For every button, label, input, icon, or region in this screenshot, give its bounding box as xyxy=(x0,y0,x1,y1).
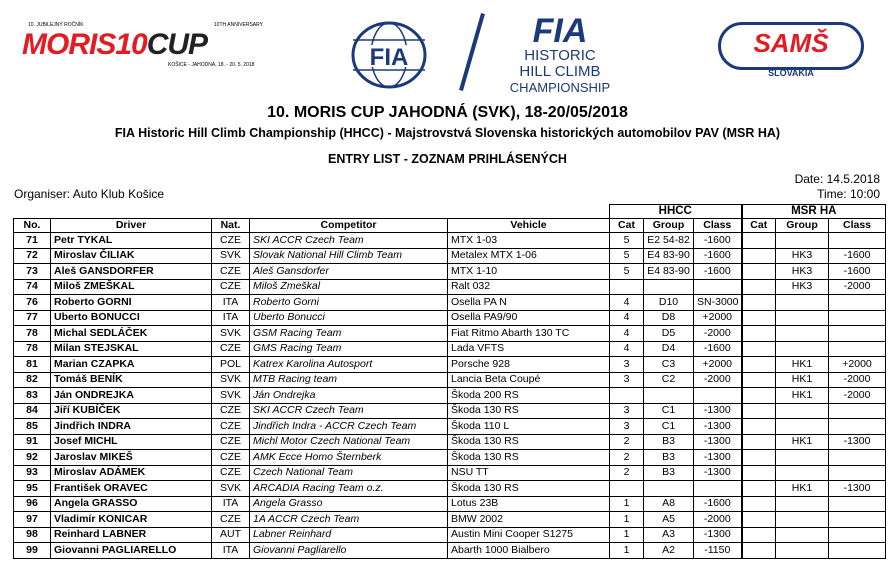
competitor: SKI ACCR Czech Team xyxy=(250,233,448,249)
msr-class: -2000 xyxy=(829,388,886,404)
col-hhcc-class: Class xyxy=(694,219,742,233)
vehicle: Osella PA9/90 xyxy=(448,310,610,326)
moris-brand-num: 10 xyxy=(115,28,147,61)
logo-divider xyxy=(459,13,485,91)
table-row xyxy=(14,248,886,264)
table-row xyxy=(14,419,886,435)
competitor: SKI ACCR Czech Team xyxy=(250,403,448,419)
hhcc-cat: 1 xyxy=(610,496,644,512)
vehicle: BMW 2002 xyxy=(448,512,610,528)
msr-group xyxy=(776,310,829,326)
vehicle: Škoda 110 L xyxy=(448,419,610,435)
driver-name: Miroslav ČILIAK xyxy=(51,248,212,264)
msr-group: HK1 xyxy=(776,434,829,450)
col-nat: Nat. xyxy=(212,219,250,233)
entry-number: 98 xyxy=(14,527,51,543)
hhcc-group: D5 xyxy=(644,326,694,342)
hhcc-cat xyxy=(610,388,644,404)
nationality: SVK xyxy=(212,388,250,404)
table-row xyxy=(14,527,886,543)
driver-name: Michal SEDLÁČEK xyxy=(51,326,212,342)
table-row xyxy=(14,512,886,528)
msr-class xyxy=(829,310,886,326)
competitor: Slovak National Hill Climb Team xyxy=(250,248,448,264)
hhcc-class: -1600 xyxy=(694,264,742,280)
hhcc-group: C2 xyxy=(644,372,694,388)
entry-list-title: ENTRY LIST - ZOZNAM PRIHLÁSENÝCH xyxy=(328,152,567,166)
vehicle: Lancia Beta Coupé xyxy=(448,372,610,388)
hhcc-class: -1300 xyxy=(694,403,742,419)
hhcc-class: -2000 xyxy=(694,326,742,342)
driver-name: Jindřich INDRA xyxy=(51,419,212,435)
entry-number: 99 xyxy=(14,543,51,559)
msr-cat xyxy=(742,357,776,373)
nationality: ITA xyxy=(212,496,250,512)
msr-group: HK1 xyxy=(776,357,829,373)
competitor: Aleš Gansdorfer xyxy=(250,264,448,280)
vehicle: Fiat Ritmo Abarth 130 TC xyxy=(448,326,610,342)
table-row xyxy=(14,326,886,342)
entry-number: 73 xyxy=(14,264,51,280)
hhcc-group: D10 xyxy=(644,295,694,311)
msr-cat xyxy=(742,341,776,357)
nationality: CZE xyxy=(212,341,250,357)
driver-name: Petr TYKAL xyxy=(51,233,212,249)
msr-cat xyxy=(742,310,776,326)
entry-number: 95 xyxy=(14,481,51,497)
moris-brand xyxy=(22,30,207,60)
hhcc-cat: 3 xyxy=(610,357,644,373)
nationality: CZE xyxy=(212,450,250,466)
fia-text: FIA xyxy=(369,44,409,71)
nationality: CZE xyxy=(212,419,250,435)
col-hhcc-group: Group xyxy=(644,219,694,233)
hhcc-group xyxy=(644,481,694,497)
group-hhcc: HHCC xyxy=(610,205,742,219)
nationality: ITA xyxy=(212,295,250,311)
entry-number: 97 xyxy=(14,512,51,528)
msr-cat xyxy=(742,326,776,342)
nationality: CZE xyxy=(212,279,250,295)
hhcc-class: -2000 xyxy=(694,372,742,388)
table-row xyxy=(14,450,886,466)
msr-group xyxy=(776,527,829,543)
nationality: SVK xyxy=(212,372,250,388)
msr-group xyxy=(776,233,829,249)
nationality: CZE xyxy=(212,264,250,280)
msr-class: -1600 xyxy=(829,248,886,264)
col-no: No. xyxy=(14,219,51,233)
nationality: ITA xyxy=(212,543,250,559)
hhcc-class: +2000 xyxy=(694,310,742,326)
hhcc-cat: 5 xyxy=(610,233,644,249)
entry-number: 82 xyxy=(14,372,51,388)
msr-class xyxy=(829,295,886,311)
driver-name: Jiří KUBÍČEK xyxy=(51,403,212,419)
hhcc-group: B3 xyxy=(644,450,694,466)
msr-cat xyxy=(742,248,776,264)
entry-number: 93 xyxy=(14,465,51,481)
hhcc-cat: 2 xyxy=(610,434,644,450)
hhcc-cat: 4 xyxy=(610,310,644,326)
driver-name: Jaroslav MIKEŠ xyxy=(51,450,212,466)
hhcc-class: SN-3000 xyxy=(694,295,742,311)
msr-cat xyxy=(742,434,776,450)
hhcc-class: -1300 xyxy=(694,465,742,481)
msr-group xyxy=(776,341,829,357)
hhcc-cat: 2 xyxy=(610,450,644,466)
entry-number: 72 xyxy=(14,248,51,264)
msr-group xyxy=(776,450,829,466)
msr-class xyxy=(829,512,886,528)
msr-group xyxy=(776,419,829,435)
hhcc-cat: 3 xyxy=(610,372,644,388)
fia-globe-logo xyxy=(350,20,428,90)
hhcc-cat: 2 xyxy=(610,465,644,481)
driver-name: Miloš ZMEŠKAL xyxy=(51,279,212,295)
table-row xyxy=(14,372,886,388)
hhcc-class: -2000 xyxy=(694,512,742,528)
hhcc-group: E2 54-82 xyxy=(644,233,694,249)
competitor: GSM Racing Team xyxy=(250,326,448,342)
competitor: AMK Ecce Homo Šternberk xyxy=(250,450,448,466)
driver-name: Giovanni PAGLIARELLO xyxy=(51,543,212,559)
moris-anniversary-left: 10. JUBILEJNÝ ROČNÍK xyxy=(28,22,84,28)
sams-logo xyxy=(718,22,864,80)
moris-brand-red: MORIS xyxy=(22,28,116,61)
msr-class xyxy=(829,496,886,512)
competitor: ARCADIA Racing Team o.z. xyxy=(250,481,448,497)
hhcc-class: -1150 xyxy=(694,543,742,559)
driver-name: Marian CZAPKA xyxy=(51,357,212,373)
competitor: Giovanni Pagliarello xyxy=(250,543,448,559)
msr-class xyxy=(829,419,886,435)
hhcc-class: -1600 xyxy=(694,341,742,357)
msr-class xyxy=(829,465,886,481)
driver-name: Milan STEJSKAL xyxy=(51,341,212,357)
table-row xyxy=(14,496,886,512)
msr-cat xyxy=(742,419,776,435)
msr-group xyxy=(776,496,829,512)
entry-list-table xyxy=(13,204,886,559)
driver-name: Roberto GORNI xyxy=(51,295,212,311)
msr-cat xyxy=(742,465,776,481)
hhc-fia-text: FIA xyxy=(532,12,588,50)
hhcc-class xyxy=(694,388,742,404)
driver-name: Josef MICHL xyxy=(51,434,212,450)
msr-cat xyxy=(742,403,776,419)
group-header-spacer xyxy=(14,205,610,219)
moris-date: KOŠICE - JAHODNÁ, 18. - 20. 5. 2018 xyxy=(168,62,255,68)
vehicle: Lotus 23B xyxy=(448,496,610,512)
hhcc-group: B3 xyxy=(644,434,694,450)
msr-class: +2000 xyxy=(829,357,886,373)
hhcc-cat: 3 xyxy=(610,403,644,419)
entry-number: 85 xyxy=(14,419,51,435)
msr-class xyxy=(829,543,886,559)
hhc-line-3: CHAMPIONSHIP xyxy=(509,80,611,95)
entry-number: 91 xyxy=(14,434,51,450)
msr-cat xyxy=(742,279,776,295)
competitor: Michl Motor Czech National Team xyxy=(250,434,448,450)
hhcc-class xyxy=(694,279,742,295)
msr-cat xyxy=(742,388,776,404)
vehicle: NSU TT xyxy=(448,465,610,481)
vehicle: Metalex MTX 1-06 xyxy=(448,248,610,264)
vehicle: MTX 1-03 xyxy=(448,233,610,249)
competitor: Labner Reinhard xyxy=(250,527,448,543)
vehicle: MTX 1-10 xyxy=(448,264,610,280)
entry-number: 71 xyxy=(14,233,51,249)
msr-cat xyxy=(742,450,776,466)
msr-class: -1600 xyxy=(829,264,886,280)
driver-name: Angela GRASSO xyxy=(51,496,212,512)
hhcc-cat: 4 xyxy=(610,326,644,342)
entry-number: 78 xyxy=(14,326,51,342)
competitor: Katrex Karolina Autosport xyxy=(250,357,448,373)
msr-class xyxy=(829,341,886,357)
hhcc-class: -1300 xyxy=(694,450,742,466)
nationality: CZE xyxy=(212,465,250,481)
table-row xyxy=(14,481,886,497)
vehicle: Ralt 032 xyxy=(448,279,610,295)
table-row xyxy=(14,310,886,326)
entry-rows xyxy=(14,233,886,559)
table-row xyxy=(14,357,886,373)
table-row xyxy=(14,403,886,419)
msr-group xyxy=(776,465,829,481)
sams-subtitle: SLOVAKIA xyxy=(768,68,814,78)
hhcc-cat: 1 xyxy=(610,543,644,559)
entry-number: 81 xyxy=(14,357,51,373)
msr-cat xyxy=(742,496,776,512)
moris-anniversary-right: 10TH ANNIVERSARY xyxy=(213,22,263,28)
hhcc-cat: 4 xyxy=(610,341,644,357)
hhcc-class: +2000 xyxy=(694,357,742,373)
msr-class xyxy=(829,527,886,543)
hhcc-cat: 1 xyxy=(610,527,644,543)
competitor: Roberto Gorni xyxy=(250,295,448,311)
hhcc-group: C1 xyxy=(644,403,694,419)
hhcc-class: -1300 xyxy=(694,419,742,435)
entry-number: 76 xyxy=(14,295,51,311)
hhcc-group xyxy=(644,279,694,295)
hhcc-group: A3 xyxy=(644,527,694,543)
col-msr-group: Group xyxy=(776,219,829,233)
nationality: CZE xyxy=(212,403,250,419)
msr-group: HK1 xyxy=(776,481,829,497)
msr-class xyxy=(829,450,886,466)
msr-cat xyxy=(742,372,776,388)
hhcc-group: B3 xyxy=(644,465,694,481)
msr-cat xyxy=(742,543,776,559)
driver-name: Uberto BONUCCI xyxy=(51,310,212,326)
group-header-row xyxy=(14,205,886,219)
msr-cat xyxy=(742,233,776,249)
document-time: Time: 10:00 xyxy=(817,187,880,201)
msr-cat xyxy=(742,264,776,280)
hhcc-class: -1300 xyxy=(694,434,742,450)
vehicle: Porsche 928 xyxy=(448,357,610,373)
msr-group xyxy=(776,326,829,342)
vehicle: Škoda 130 RS xyxy=(448,450,610,466)
msr-class xyxy=(829,403,886,419)
msr-cat xyxy=(742,295,776,311)
hhcc-group: D4 xyxy=(644,341,694,357)
competitor: Jindřich Indra - ACCR Czech Team xyxy=(250,419,448,435)
msr-cat xyxy=(742,527,776,543)
logo-bar xyxy=(0,0,895,100)
hhcc-class: -1600 xyxy=(694,248,742,264)
hhcc-group: A8 xyxy=(644,496,694,512)
msr-class: -1300 xyxy=(829,434,886,450)
col-vehicle: Vehicle xyxy=(448,219,610,233)
column-header-row xyxy=(14,219,886,233)
msr-class: -2000 xyxy=(829,372,886,388)
hhcc-group: D8 xyxy=(644,310,694,326)
moris-cup-logo xyxy=(18,22,263,70)
hhc-line-1: HISTORIC xyxy=(524,47,596,64)
hhcc-cat: 5 xyxy=(610,248,644,264)
table-row xyxy=(14,233,886,249)
vehicle: Lada VFTS xyxy=(448,341,610,357)
vehicle: Škoda 200 RS xyxy=(448,388,610,404)
competitor: Ján Ondrejka xyxy=(250,388,448,404)
vehicle: Škoda 130 RS xyxy=(448,434,610,450)
driver-name: Vladimír KONICAR xyxy=(51,512,212,528)
msr-class xyxy=(829,326,886,342)
table-row xyxy=(14,388,886,404)
hhcc-group xyxy=(644,388,694,404)
driver-name: Tomáš BENÍK xyxy=(51,372,212,388)
table-row xyxy=(14,543,886,559)
msr-cat xyxy=(742,512,776,528)
hhcc-cat xyxy=(610,481,644,497)
table-row xyxy=(14,264,886,280)
hhcc-cat: 5 xyxy=(610,264,644,280)
nationality: SVK xyxy=(212,326,250,342)
hhcc-class: -1600 xyxy=(694,496,742,512)
msr-group: HK3 xyxy=(776,264,829,280)
hhcc-group: A2 xyxy=(644,543,694,559)
vehicle: Osella PA N xyxy=(448,295,610,311)
msr-group: HK3 xyxy=(776,248,829,264)
entry-number: 96 xyxy=(14,496,51,512)
driver-name: Ján ONDREJKA xyxy=(51,388,212,404)
msr-group xyxy=(776,403,829,419)
moris-brand-dark: CUP xyxy=(146,28,208,61)
vehicle: Škoda 130 RS xyxy=(448,481,610,497)
hhcc-class xyxy=(694,481,742,497)
table-row xyxy=(14,341,886,357)
col-msr-class: Class xyxy=(829,219,886,233)
organiser: Organiser: Auto Klub Košice xyxy=(14,187,165,201)
msr-class xyxy=(829,233,886,249)
sams-text: SAMŠ xyxy=(753,28,829,58)
hhcc-group: C1 xyxy=(644,419,694,435)
entry-number: 84 xyxy=(14,403,51,419)
msr-group xyxy=(776,295,829,311)
competitor: Miloš Zmeškal xyxy=(250,279,448,295)
msr-group: HK1 xyxy=(776,388,829,404)
nationality: CZE xyxy=(212,434,250,450)
vehicle: Škoda 130 RS xyxy=(448,403,610,419)
competitor: Uberto Bonucci xyxy=(250,310,448,326)
entry-number: 83 xyxy=(14,388,51,404)
competitor: Angela Grasso xyxy=(250,496,448,512)
msr-group: HK1 xyxy=(776,372,829,388)
entry-number: 74 xyxy=(14,279,51,295)
nationality: AUT xyxy=(212,527,250,543)
nationality: CZE xyxy=(212,233,250,249)
document-date: Date: 14.5.2018 xyxy=(794,172,880,186)
competitor: MTB Racing team xyxy=(250,372,448,388)
msr-group xyxy=(776,512,829,528)
nationality: ITA xyxy=(212,310,250,326)
col-hhcc-cat: Cat xyxy=(610,219,644,233)
msr-cat xyxy=(742,481,776,497)
col-competitor: Competitor xyxy=(250,219,448,233)
msr-group: HK3 xyxy=(776,279,829,295)
table-row xyxy=(14,279,886,295)
col-driver: Driver xyxy=(51,219,212,233)
hhcc-cat: 1 xyxy=(610,512,644,528)
entry-number: 77 xyxy=(14,310,51,326)
competitor: GMS Racing Team xyxy=(250,341,448,357)
nationality: SVK xyxy=(212,248,250,264)
nationality: SVK xyxy=(212,481,250,497)
table-row xyxy=(14,295,886,311)
hhcc-group: C3 xyxy=(644,357,694,373)
vehicle: Abarth 1000 Bialbero xyxy=(448,543,610,559)
hhcc-class: -1300 xyxy=(694,527,742,543)
nationality: CZE xyxy=(212,512,250,528)
hhcc-cat: 4 xyxy=(610,295,644,311)
driver-name: Miroslav ADÁMEK xyxy=(51,465,212,481)
hhc-championship-logo xyxy=(500,8,620,98)
msr-class: -2000 xyxy=(829,279,886,295)
hhcc-cat: 3 xyxy=(610,419,644,435)
driver-name: František ORAVEC xyxy=(51,481,212,497)
col-msr-cat: Cat xyxy=(742,219,776,233)
hhc-line-2: HILL CLIMB xyxy=(519,63,601,80)
event-subtitle: FIA Historic Hill Climb Championship (HHCC) - Majstrovstvá Slovenska historických automobilov PAV (MSR HA) xyxy=(114,126,781,140)
hhcc-group: E4 83-90 xyxy=(644,264,694,280)
entry-number: 78 xyxy=(14,341,51,357)
hhcc-cat xyxy=(610,279,644,295)
table-row xyxy=(14,465,886,481)
hhcc-class: -1600 xyxy=(694,233,742,249)
competitor: Czech National Team xyxy=(250,465,448,481)
hhcc-group: E4 83-90 xyxy=(644,248,694,264)
group-msr-ha: MSR HA xyxy=(742,205,886,219)
entry-number: 92 xyxy=(14,450,51,466)
nationality: POL xyxy=(212,357,250,373)
hhcc-group: A5 xyxy=(644,512,694,528)
event-title: 10. MORIS CUP JAHODNÁ (SVK), 18-20/05/2018 xyxy=(267,104,628,121)
competitor: 1A ACCR Czech Team xyxy=(250,512,448,528)
msr-group xyxy=(776,543,829,559)
msr-class: -1300 xyxy=(829,481,886,497)
driver-name: Reinhard LABNER xyxy=(51,527,212,543)
vehicle: Austin Mini Cooper S1275 xyxy=(448,527,610,543)
driver-name: Aleš GANSDORFER xyxy=(51,264,212,280)
table-row xyxy=(14,434,886,450)
